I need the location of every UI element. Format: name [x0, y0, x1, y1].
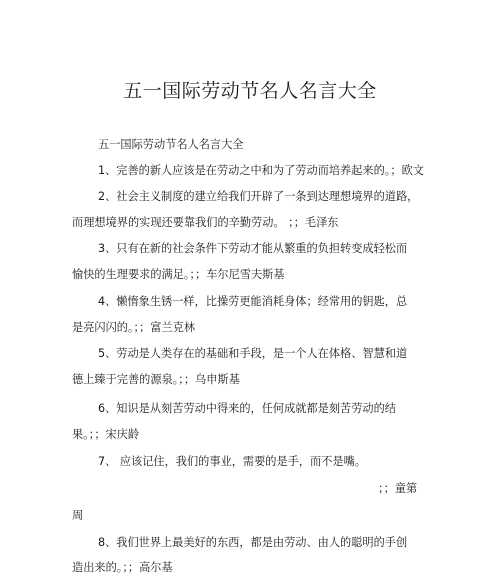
quote-line: 1、完善的新人应该是在劳动之中和为了劳动而培养起来的。；欧文	[98, 164, 424, 177]
quote-line: 造出来的。；；高尔基	[72, 561, 173, 574]
quote-line: 5、劳动是人类存在的基础和手段，是一个人在体格、智慧和道	[98, 347, 408, 360]
quote-line: 周	[72, 509, 84, 522]
quote-line: 2、社会主义制度的建立给我们开辟了一条到达理想境界的道路，	[98, 190, 419, 203]
section-heading: 五一国际劳动节名人名言大全	[98, 138, 244, 151]
quote-line: 愉快的生理要求的满足。；；车尔尼雪夫斯基	[72, 268, 285, 281]
quote-line: ；；童第	[378, 482, 418, 495]
quote-line: 德上臻于完善的源泉。；；乌申斯基	[72, 373, 240, 386]
quote-line: 果。；；宋庆龄	[72, 428, 140, 441]
quote-line: 7、 应该记住，我们的事业，需要的是手，而不是嘴。	[98, 455, 366, 468]
quote-line: 4、懒惰象生锈一样，比操劳更能消耗身体；经常用的钥匙，总	[98, 295, 408, 308]
document-title: 五一国际劳动节名人名言大全	[123, 80, 377, 102]
quote-line: 6、知识是从刻苦劳动中得来的，任何成就都是刻苦劳动的结	[98, 402, 396, 415]
quote-line: 8、我们世界上最美好的东西，都是由劳动、由人的聪明的手创	[98, 536, 408, 549]
quote-line: 而理想境界的实现还要靠我们的辛勤劳动。 ；；毛泽东	[72, 216, 339, 229]
quote-line: 是亮闪闪的。；；富兰克林	[72, 321, 196, 334]
quote-line: 3、只有在新的社会条件下劳动才能从繁重的负担转变成轻松而	[98, 242, 408, 255]
